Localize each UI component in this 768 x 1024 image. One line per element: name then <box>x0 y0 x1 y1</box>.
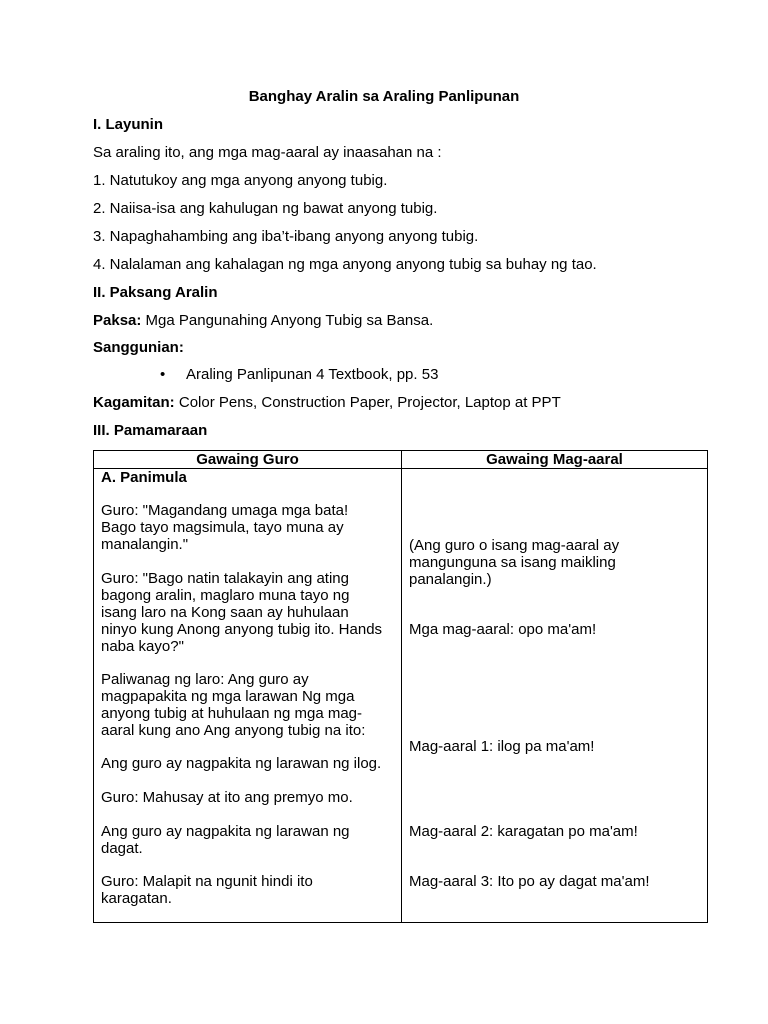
teacher-line: Paliwanag ng laro: Ang guro ay <box>101 671 309 688</box>
kagamitan-value: Color Pens, Construction Paper, Projector, Laptop at PPT <box>174 394 561 411</box>
teacher-line: dagat. <box>101 840 143 857</box>
sanggunian-item: Araling Panlipunan 4 Textbook, pp. 53 <box>186 366 439 383</box>
teacher-line: Guro: Mahusay at ito ang premyo mo. <box>101 789 353 806</box>
intro-text: Sa araling ito, ang mga mag-aaral ay inaasahan na : <box>93 144 442 161</box>
table-row <box>94 469 708 923</box>
student-line: panalangin.) <box>409 571 492 588</box>
kagamitan-line <box>93 394 561 412</box>
teacher-line: ninyo kung Anong anyong tubig ito. Hands <box>101 621 383 638</box>
student-line: Mga mag-aaral: opo ma'am! <box>409 621 597 638</box>
header-gawaing-mag-aaral: Gawaing Mag-aaral <box>402 451 708 469</box>
bullet-icon: • <box>160 366 166 383</box>
teacher-line: Ang guro ay nagpakita ng larawan ng <box>101 823 350 840</box>
objective-item: 3. Napaghahambing ang iba’t-ibang anyong anyong tubig. <box>93 228 479 245</box>
teacher-line: Ang guro ay nagpakita ng larawan ng ilog. <box>101 755 382 772</box>
student-line: mangunguna sa isang maikling <box>409 554 616 571</box>
sanggunian-label: Sanggunian: <box>93 339 184 356</box>
teacher-line: aaral kung ano Ang anyong tubig na ito: <box>101 722 366 739</box>
student-line: Mag-aaral 3: Ito po ay dagat ma'am! <box>409 873 650 890</box>
student-line: (Ang guro o isang mag-aaral ay <box>409 537 620 554</box>
teacher-line: manalangin." <box>101 536 189 553</box>
document-title: Banghay Aralin sa Araling Panlipunan <box>248 88 520 105</box>
panimula-heading: A. Panimula <box>101 469 187 486</box>
objective-item: 4. Nalalaman ang kahalagan ng mga anyong anyong tubig sa buhay ng tao. <box>93 256 597 273</box>
gawaing-mag-aaral-cell <box>402 469 708 923</box>
teacher-line: Guro: Malapit na ngunit hindi ito <box>101 873 313 890</box>
header-gawaing-guro: Gawaing Guro <box>94 451 402 469</box>
section-layunin-heading: I. Layunin <box>93 116 164 133</box>
teacher-line: Bago tayo magsimula, tayo muna ay <box>101 519 344 536</box>
teacher-line: karagatan. <box>101 890 172 907</box>
teacher-line: anyong tubig at huhulaan ng mga mag- <box>101 705 363 722</box>
objective-item: 2. Naiisa-isa ang kahulugan ng bawat anyong tubig. <box>93 200 438 217</box>
teacher-line: Guro: "Magandang umaga mga bata! <box>101 502 349 519</box>
teacher-line: magpapakita ng mga larawan Ng mga <box>101 688 355 705</box>
paksa-value: Mga Pangunahing Anyong Tubig sa Bansa. <box>141 312 434 329</box>
teacher-line: naba kayo?" <box>101 638 184 655</box>
pamamaraan-table <box>93 450 708 923</box>
paksa-line <box>93 312 433 330</box>
objective-item: 1. Natutukoy ang mga anyong anyong tubig. <box>93 172 388 189</box>
teacher-line: Guro: "Bago natin talakayin ang ating <box>101 570 349 587</box>
teacher-line: isang laro na Kong saan ay huhulaan <box>101 604 349 621</box>
section-paksang-aralin-heading: II. Paksang Aralin <box>93 284 218 301</box>
section-pamamaraan-heading: III. Pamamaraan <box>93 422 208 439</box>
kagamitan-label: Kagamitan: <box>93 394 175 411</box>
paksa-label: Paksa: <box>93 312 142 329</box>
table-header-row <box>94 451 708 469</box>
student-line: Mag-aaral 2: karagatan po ma'am! <box>409 823 638 840</box>
teacher-line: bagong aralin, maglaro muna tayo ng <box>101 587 350 604</box>
student-line: Mag-aaral 1: ilog pa ma'am! <box>409 738 595 755</box>
gawaing-guro-cell <box>94 469 402 923</box>
